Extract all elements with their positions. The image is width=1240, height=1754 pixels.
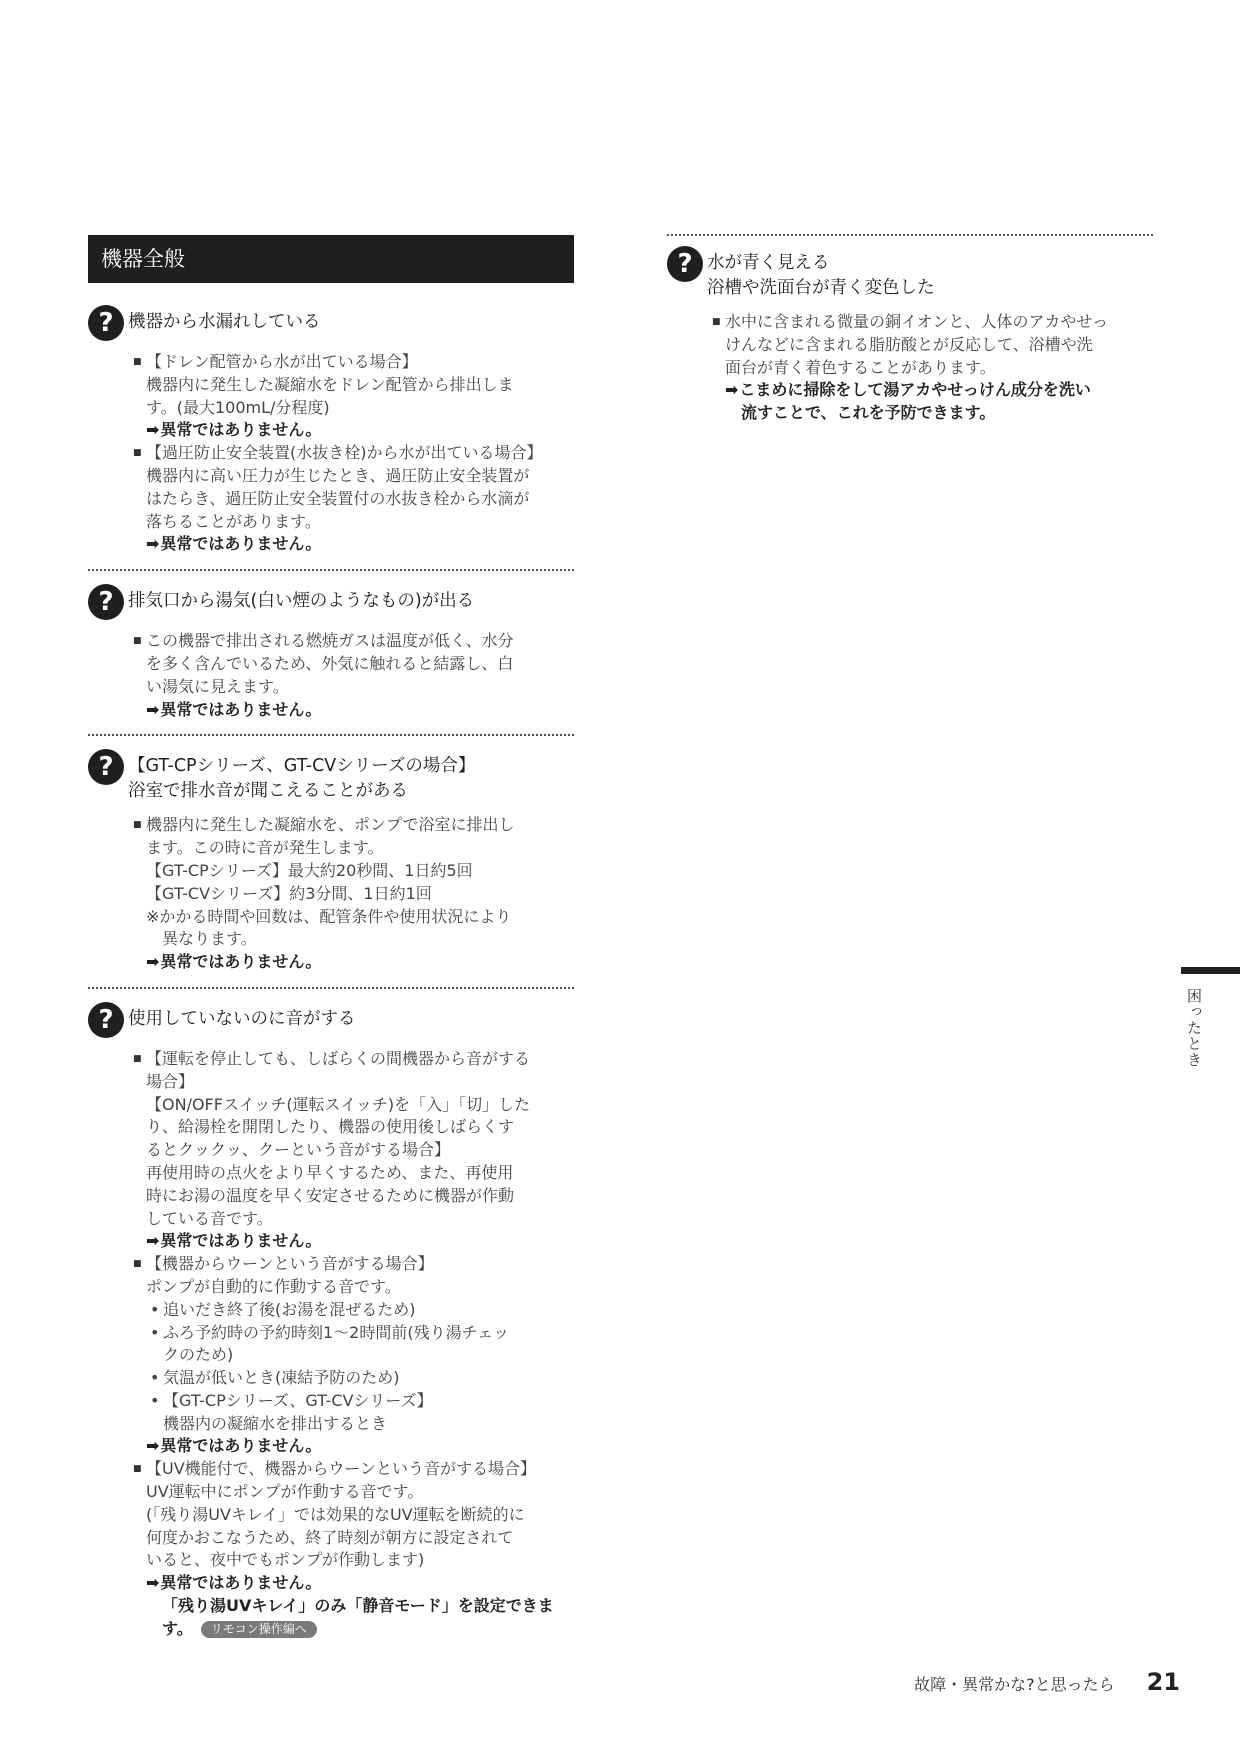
qa-block (667, 234, 1153, 425)
dot-bullet-icon: • (150, 1299, 160, 1319)
answer-item (133, 1048, 574, 1253)
arrow-right-icon: ➡ (146, 699, 160, 719)
result-text: 異常ではありません。 (160, 952, 322, 972)
qa-list-right (667, 234, 1153, 425)
square-bullet-icon: ■ (133, 357, 142, 367)
result-text: 異常ではありません。 (160, 534, 322, 554)
result-text: 異常ではありません。 (160, 1436, 322, 1456)
item-heading: 【UV機能付で、機器からウーンという音がする場合】 (146, 1459, 537, 1479)
question-title (128, 305, 321, 335)
arrow-right-icon: ➡ (725, 380, 739, 400)
result-line (146, 1572, 574, 1595)
question-row (88, 584, 574, 620)
final-note-line (146, 1618, 574, 1641)
question-title-line: 水が青く見える (707, 253, 830, 273)
square-bullet-icon: ■ (133, 1464, 142, 1475)
qa-list-left (88, 305, 574, 1641)
question-title-line: 使用していないのに音がする (128, 1008, 356, 1029)
left-column (88, 235, 574, 1641)
result-line (146, 1435, 574, 1458)
item-text-line: UV運転中にポンプが作動する音です。 (146, 1482, 424, 1502)
answer (133, 630, 574, 721)
side-tab-label: 困ったとき (1185, 988, 1203, 1068)
arrow-right-icon: ➡ (146, 1436, 160, 1456)
item-text-line: 【GT-CPシリーズ】最大約20秒間、1日約5回 (146, 860, 473, 880)
item-text-line: はたらき、過圧防止安全装置付の水抜き栓から水滴が (146, 488, 530, 508)
final-note-text: す。 (162, 1618, 193, 1638)
question-mark-icon: ? (88, 1002, 124, 1038)
item-text-line: ポンプが自動的に作動する音です。 (146, 1276, 401, 1296)
question-row (88, 305, 574, 341)
right-column (667, 234, 1153, 425)
arrow-right-icon: ➡ (146, 952, 160, 972)
question-title-line: 浴槽や洗面台が青く変色した (707, 278, 935, 298)
item-text-line: している音です。 (146, 1208, 273, 1228)
result-line (146, 533, 574, 556)
question-mark-icon: ? (88, 305, 124, 341)
answer-item (712, 311, 1153, 425)
answer-item (133, 442, 574, 556)
sub-bullet-item (146, 1299, 574, 1322)
chapter-title: 故障・異常かな?と思ったら (914, 1675, 1115, 1694)
qa-block (88, 734, 574, 974)
question-row (667, 246, 1153, 301)
sub-bullet-text: 気温が低いとき(凍結予防のため) (163, 1368, 400, 1388)
side-tab-bar (1181, 967, 1240, 974)
item-text-line: (「残り湯UVキレイ」では効果的なUV運転を断続的に (146, 1504, 525, 1524)
question-mark-icon: ? (667, 246, 703, 282)
square-bullet-icon: ■ (133, 1053, 142, 1064)
item-text-line: り、給湯栓を開閉したり、機器の使用後しばらくす (146, 1117, 515, 1137)
square-bullet-icon: ■ (133, 636, 142, 647)
question-row (88, 1002, 574, 1038)
item-text-line: い湯気に見えます。 (146, 676, 289, 696)
item-text-line: 再使用時の点火をより早くするため、また、再使用 (146, 1162, 514, 1182)
sub-bullet-item (146, 1322, 574, 1345)
result-line (146, 419, 574, 442)
item-text-line: を多く含んでいるため、外気に触れると結露し、白 (146, 653, 514, 673)
item-text-line: 落ちることがあります。 (146, 511, 321, 531)
footer (914, 1668, 1180, 1696)
answer (133, 814, 574, 974)
question-title-line: 浴室で排水音が聞こえることがある (128, 781, 408, 802)
sub-bullet-item (146, 1390, 574, 1413)
item-text-line: 機器内に発生した凝縮水をドレン配管から排出しま (146, 374, 514, 394)
question-mark-icon: ? (88, 749, 124, 785)
result-text: こまめに掃除をして湯アカやせっけん成分を洗い (739, 380, 1091, 400)
item-text-line: 何度かおこなうため、終了時刻が朝方に設定されて (146, 1527, 514, 1547)
remote-manual-reference-badge: リモコン操作編へ (201, 1621, 317, 1638)
arrow-right-icon: ➡ (146, 534, 160, 554)
question-row (88, 749, 574, 804)
dot-bullet-icon: • (150, 1322, 160, 1342)
result-line (146, 951, 574, 974)
arrow-right-icon: ➡ (146, 420, 160, 440)
answer-item (133, 814, 574, 974)
answer (133, 1048, 574, 1641)
result-line (146, 699, 574, 722)
item-text-line: いると、夜中でもポンプが作動します) (146, 1550, 425, 1570)
item-heading: この機器で排出される燃焼ガスは温度が低く、水分 (146, 631, 514, 651)
question-title (128, 1002, 356, 1032)
answer-item (133, 1458, 574, 1640)
square-bullet-icon: ■ (133, 448, 142, 459)
question-mark-icon: ? (88, 584, 124, 620)
square-bullet-icon: ■ (712, 317, 721, 327)
page-number: 21 (1146, 1668, 1180, 1696)
qa-block (88, 305, 574, 556)
dot-bullet-icon: • (150, 1368, 160, 1388)
arrow-right-icon: ➡ (146, 1231, 160, 1251)
question-title-line: 機器から水漏れしている (128, 312, 321, 332)
final-note-line (146, 1595, 574, 1618)
item-text-line: るとクックッ、クーという音がする場合】 (146, 1140, 451, 1160)
sub-bullet-continuation: クのため) (163, 1345, 234, 1365)
result-line (725, 379, 1153, 402)
question-title-line: 排気口から湯気(白い煙のようなもの)が出る (128, 591, 475, 612)
answer-item (133, 351, 574, 442)
item-heading: 【機器からウーンという音がする場合】 (146, 1254, 434, 1274)
result-text: 異常ではありません。 (160, 420, 322, 440)
note-text: ※かかる時間や回数は、配管条件や使用状況により (146, 906, 512, 926)
arrow-right-icon: ➡ (146, 1573, 160, 1593)
item-text-line: 時にお湯の温度を早く安定させるために機器が作動 (146, 1185, 515, 1205)
question-title (128, 584, 474, 614)
final-note-text: 「残り湯UVキレイ」のみ「静音モード」を設定できま (162, 1596, 554, 1616)
sub-bullet-text: 【GT-CPシリーズ、GT-CVシリーズ】 (163, 1390, 433, 1410)
answer (712, 311, 1153, 425)
item-text-line: 機器内に高い圧力が生じたとき、過圧防止安全装置が (146, 465, 530, 485)
section-header: 機器全般 (88, 235, 574, 283)
result-text: 異常ではありません。 (160, 1231, 322, 1251)
item-heading: 【ドレン配管から水が出ている場合】 (146, 352, 418, 371)
item-heading: 【運転を停止しても、しばらくの間機器から音がする (146, 1048, 531, 1068)
item-text-line: 場合】 (146, 1071, 195, 1091)
square-bullet-icon: ■ (133, 1259, 142, 1270)
sub-bullet-item (146, 1367, 574, 1390)
item-text-line: 面台が青く着色することがあります。 (725, 357, 996, 377)
item-heading: 水中に含まれる微量の銅イオンと、人体のアカやせっ (725, 312, 1109, 331)
item-text-line: す。(最大100mL/分程度) (146, 397, 330, 417)
question-title-line: 【GT-CPシリーズ、GT-CVシリーズの場合】 (128, 756, 476, 777)
item-text-line: けんなどに含まれる脂肪酸とが反応して、浴槽や洗 (725, 334, 1093, 354)
qa-block (88, 987, 574, 1641)
side-tab (1181, 967, 1240, 1068)
note-continuation: 異なります。 (162, 929, 257, 949)
sub-bullet-text: ふろ予約時の予約時刻1〜2時間前(残り湯チェッ (163, 1322, 510, 1342)
item-heading: 【過圧防止安全装置(水抜き栓)から水が出ている場合】 (146, 443, 543, 463)
sub-bullet-text: 追いだき終了後(お湯を混ぜるため) (163, 1299, 416, 1319)
question-title (707, 246, 935, 301)
sub-bullet-continuation: 機器内の凝縮水を排出するとき (163, 1413, 388, 1433)
result-line (146, 1230, 574, 1253)
dot-bullet-icon: • (150, 1390, 160, 1410)
item-text-line: 【ON/OFFスイッチ(運転スイッチ)を「入」「切」した (146, 1094, 531, 1114)
question-title (128, 749, 475, 804)
item-heading: 機器内に発生した凝縮水を、ポンプで浴室に排出し (146, 815, 515, 835)
qa-block (88, 569, 574, 721)
item-text-line: 【GT-CVシリーズ】約3分間、1日約1回 (146, 883, 432, 903)
item-text-line: ます。この時に音が発生します。 (146, 838, 384, 858)
result-text: 異常ではありません。 (160, 699, 322, 719)
answer (133, 351, 574, 556)
answer-item (133, 1253, 574, 1458)
answer-item (133, 630, 574, 721)
result-text: 異常ではありません。 (160, 1573, 322, 1593)
result-continuation: 流すことで、これを予防できます。 (741, 403, 996, 423)
square-bullet-icon: ■ (133, 820, 142, 831)
